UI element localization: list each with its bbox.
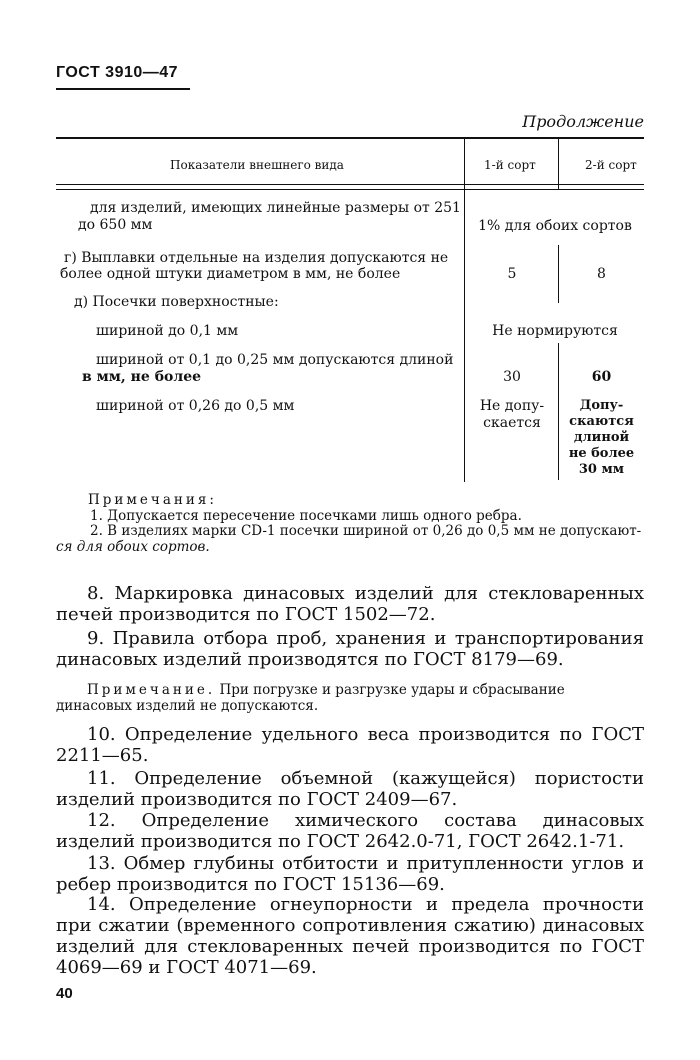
paragraph-9: 9. Правила отбора проб, хранения и транспортирования динасовых изделий производятся по ГОСТ 8179—69. (56, 628, 644, 670)
row6-grade2-value (559, 398, 644, 478)
row5-grade1-value: 30 (503, 369, 521, 385)
paragraph-14: 14. Определение огнеупорности и предела прочности при сжатии (временного сопротивления сжатию) динасовых изделий для стекловаренных печей производится по ГОСТ 4069—69 и ГОСТ 4071—69. (56, 894, 644, 978)
table-top-rule (56, 137, 644, 139)
row5-line1: шириной от 0,1 до 0,25 мм допускаются длиной (96, 352, 454, 368)
continuation-label: Продолжение (522, 112, 644, 131)
row6-grade1-value (466, 398, 558, 432)
column-divider-1 (464, 137, 465, 482)
row2-line2: более одной штуки диаметром в мм, не более (60, 266, 401, 282)
note-2-line2: ся для обоих сортов. (56, 539, 210, 555)
row4-merged-value: Не нормируются (492, 323, 618, 339)
paragraph-8: 8. Маркировка динасовых изделий для стекловаренных печей производится по ГОСТ 1502—72. (56, 583, 644, 625)
page-number: 40 (56, 985, 73, 1002)
row1-line2: до 650 мм (78, 217, 153, 233)
paragraph-10: 10. Определение удельного веса производится по ГОСТ 2211—65. (56, 724, 644, 766)
note-2-line1: 2. В изделиях марки CD-1 посечки шириной от 0,26 до 0,5 мм не допускают- (90, 523, 642, 539)
row1-merged-value: 1% для обоих сортов (478, 218, 632, 234)
column-header-grade1: 1-й сорт (484, 158, 536, 172)
paragraph-13: 13. Обмер глубины отбитости и притупленности углов и ребер производится по ГОСТ 15136—69. (56, 853, 644, 895)
row6-grade2-line5: 30 мм (578, 462, 625, 477)
row2-grade1-value: 5 (507, 266, 517, 282)
row2-line1: г) Выплавки отдельные на изделия допускаются не (64, 250, 449, 266)
paragraph-12: 12. Определение химического состава динасовых изделий производится по ГОСТ 2642.0-71, ГОСТ 2642.1-71. (56, 810, 644, 852)
row6-line1: шириной от 0,26 до 0,5 мм (96, 398, 295, 414)
document-code: ГОСТ 3910—47 (56, 64, 179, 81)
row6-grade2-line4: не более (568, 446, 635, 461)
row5-grade2-value: 60 (591, 369, 612, 385)
note-1: 1. Допускается пересечение посечками лишь одного ребра. (90, 508, 522, 524)
row4-line1: шириной до 0,1 мм (96, 323, 239, 339)
paragraph-11: 11. Определение объемной (кажущейся) пористости изделий производится по ГОСТ 2409—67. (56, 768, 644, 810)
paragraph-note (56, 682, 644, 714)
row6-grade1-line2: скается (483, 415, 541, 431)
row3-line1: д) Посечки поверхностные: (74, 294, 279, 310)
table-header-rule-double (56, 189, 644, 190)
row2-grade2-value: 8 (597, 266, 606, 282)
row6-grade2-line2: скаются (569, 414, 634, 429)
table-header-rule (56, 184, 644, 185)
column-header-grade2: 2-й сорт (585, 158, 637, 172)
row6-grade2-line3: длиной (573, 430, 630, 445)
notes-title: Примечания: (88, 492, 217, 508)
row6-grade2-line1: Допу- (579, 398, 624, 413)
row1-line1: для изделий, имеющих линейные размеры от 251 (90, 200, 461, 216)
paragraph-note-label: Примечание. (87, 682, 216, 698)
header-rule (56, 88, 190, 90)
row5-line2: в мм, не более (82, 369, 202, 385)
column-header-indicators: Показатели внешнего вида (170, 158, 344, 172)
paragraph-note-text: При погрузке и разгрузке удары и сбрасывание динасовых изделий не допускаются. (56, 682, 565, 714)
column-divider-2-header (558, 137, 559, 189)
row6-grade1-line1: Не допу- (479, 398, 545, 414)
